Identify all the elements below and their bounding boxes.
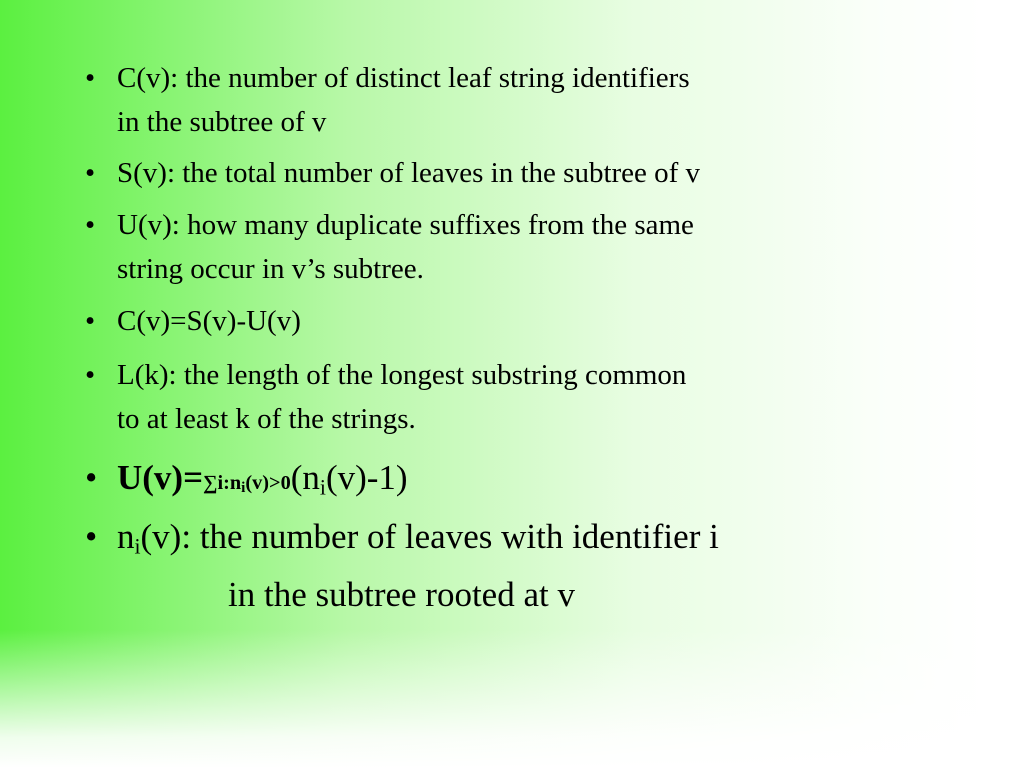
bullet-marker: • — [85, 209, 96, 241]
sum-index-a: i:n — [217, 472, 242, 494]
bullet-line: U(v): how many duplicate suffixes from the same — [117, 209, 694, 241]
term-a: (n — [290, 458, 320, 497]
bullet-line: C(v)=S(v)-U(v) — [117, 305, 301, 337]
u-formula — [117, 449, 940, 512]
bullet-line: S(v): the total number of leaves in the subtree of v — [117, 157, 701, 189]
bullet-marker: • — [85, 517, 98, 556]
sum-index-sub: i — [241, 479, 246, 497]
definition-line — [117, 508, 940, 566]
bullet-marker: • — [85, 305, 96, 337]
term-sub: i — [319, 475, 326, 500]
bullet-marker: • — [85, 157, 96, 189]
bullet-line: to at least k of the strings. — [117, 403, 416, 435]
bullet-line: in the subtree of v — [117, 106, 327, 138]
n-symbol: n — [117, 517, 135, 556]
summation — [203, 472, 291, 497]
bullet-line: string occur in v’s subtree. — [117, 253, 424, 285]
sum-index-b: (v)>0 — [245, 472, 291, 494]
n-sub: i — [134, 534, 141, 559]
bullet-marker: • — [85, 458, 98, 497]
bullet-marker: • — [85, 359, 96, 391]
formula-lhs: U(v)= — [117, 458, 204, 497]
bullet-line: C(v): the number of distinct leaf string identifiers — [117, 62, 690, 94]
bullet-marker: • — [85, 62, 96, 94]
bullet-line: L(k): the length of the longest substring common — [117, 359, 687, 391]
sum-symbol: ∑ — [203, 472, 218, 494]
definition-text: (v): the number of leaves with identifier i — [140, 517, 719, 556]
term-b: (v)-1) — [325, 458, 408, 497]
definition-continuation: in the subtree rooted at v — [228, 575, 575, 614]
